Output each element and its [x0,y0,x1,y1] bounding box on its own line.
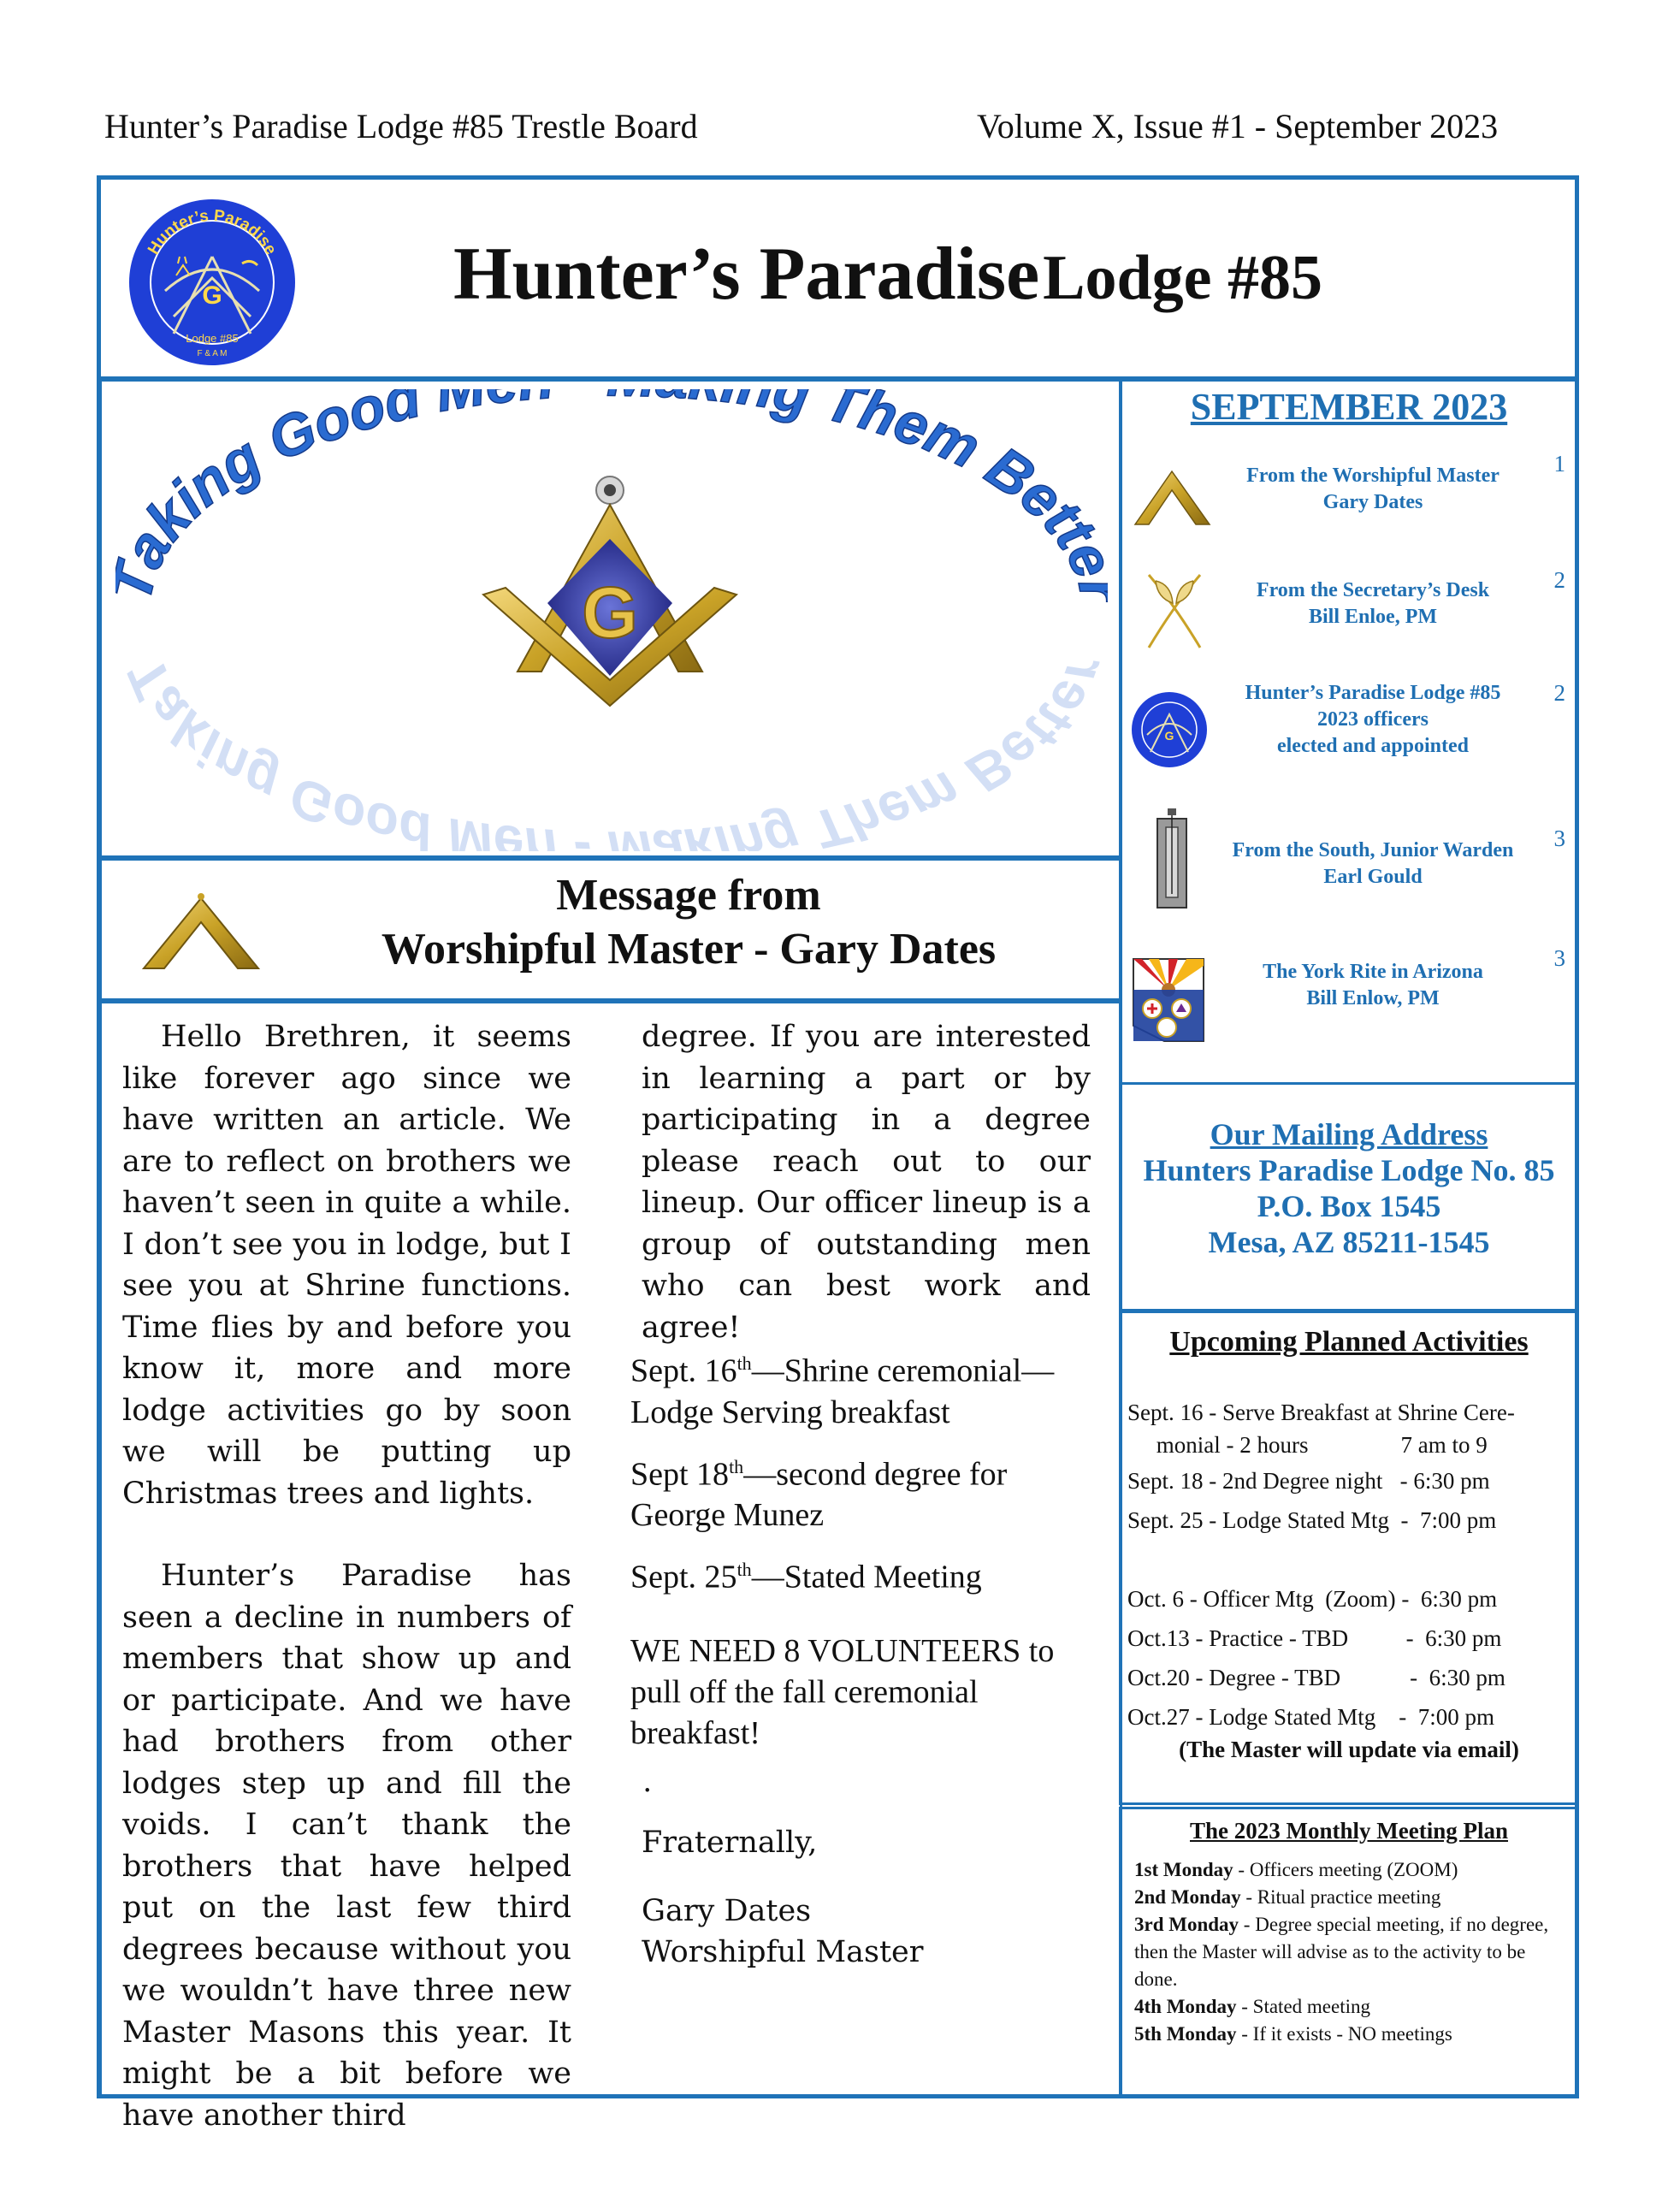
slogan-text: aking Good g Them Bett [115,389,1108,578]
message-paragraph-2: Hunter’s Paradise has seen a decline in numbers of members that show up and or participate. And we have had brothers from other lodges step up and fill the voids. I can’t thank the brothers that have helped put on the last few third degrees because without you we wouldn’t have three new Master Masons this year. It might be a bit before we have another third [122,1559,571,2133]
message-title-line2: Worshipful Master - Gary Dates [381,925,997,974]
activity-line: Oct.13 - Practice - TBD - 6:30 pm [1127,1625,1502,1651]
toc-item[interactable]: From the South, Junior Warden Earl Gould 3 [1125,808,1574,920]
schedule-item: Sept. 25th—Stated Meeting [630,1559,982,1595]
activities-note: (The Master will update via email) [1179,1737,1519,1762]
activity-line: Sept. 25 - Lodge Stated Mtg - 7:00 pm [1127,1507,1497,1533]
activity-line: Oct. 6 - Officer Mtg (Zoom) - 6:30 pm [1127,1586,1498,1612]
volunteers-note: WE NEED 8 VOLUNTEERS to pull off the fall ceremonial breakfast! [630,1633,1055,1751]
meeting-plan-row: 5th Monday - If it exists - NO meetings [1134,2023,1452,2045]
running-header-right: Volume X, Issue #1 - September 2023 [977,107,1499,145]
toc-heading: SEPTEMBER 2023 [1190,386,1508,428]
signature-title: Worshipful Master [642,1935,924,1969]
activity-line: Oct.27 - Lodge Stated Mtg - 7:00 pm [1127,1704,1494,1730]
toc-item[interactable]: From the Secretary’s Desk Bill Enloe, PM 2 [1125,569,1574,680]
svg-text:Lodge #85: Lodge #85 [186,332,239,345]
signature-name: Gary Dates [642,1894,812,1928]
activity-line: monial - 2 hours 7 am to 9 [1127,1432,1488,1458]
mailing-line2: P.O. Box 1545 [1257,1189,1441,1223]
meeting-plan-row: 1st Monday - Officers meeting (ZOOM) [1134,1859,1458,1880]
running-header-left: Hunter’s Paradise Lodge #85 Trestle Board [104,107,698,145]
toc-item[interactable]: From the Worshipful Master Gary Dates 1 [1125,458,1574,569]
meeting-plan-row: 2nd Monday - Ritual practice meeting [1134,1886,1441,1908]
mailing-line3: Mesa, AZ 85211-1545 [1208,1225,1490,1259]
mailing-line1: Hunters Paradise Lodge No. 85 [1143,1153,1555,1187]
schedule-item: Sept 18th—second degree for George Munez [630,1455,1008,1534]
message-title-line1: Message from [556,871,821,920]
slogan-reflection: Taking Good Men - Making Them Bette [115,649,1107,851]
masthead-title-part2: Lodge #85 [1043,243,1322,313]
svg-text:G: G [1164,729,1174,743]
lodge-logo [127,197,298,368]
lodge-seal-icon [127,197,298,368]
schedule-item: Sept. 16th—Shrine ceremonial— Lodge Serving breakfast [630,1352,1055,1430]
masthead-title [453,231,1480,317]
message-paragraph-1: Hello Brethren, it seems like forever ago since we have written an article. We are to reflect on brothers we haven’t seen in quite a while. I don’t see you in lodge, but I see you at Shrine functions. Time flies by and before you know it, more and more lodge activities go by soon we will be putting up Christmas trees and lights. [122,1020,571,1511]
closing-salutation: Fraternally, [642,1826,818,1860]
toc-item[interactable]: G Hunter’s Paradise Lodge #85 2023 officers elected and appointed 2 [1125,680,1574,791]
message-paragraph-3: degree. If you are interested in learning a part or by participating in a degree please reach out to our lineup. Our officer lineup is a group of outstanding men who can best work and agree! [642,1020,1091,1345]
meeting-plan-row: 4th Monday - Stated meeting [1134,1996,1370,2017]
mailing-heading: Our Mailing Address [1210,1117,1488,1151]
stray-dot: . [643,1763,652,1799]
meeting-plan-heading: The 2023 Monthly Meeting Plan [1190,1818,1508,1844]
svg-text:Hunter’s Paradise: Hunter’s Paradise [145,206,281,258]
activity-line: Sept. 18 - 2nd Degree night - 6:30 pm [1127,1468,1490,1494]
svg-text:G: G [582,572,638,653]
activity-line: Oct.20 - Degree - TBD - 6:30 pm [1127,1665,1505,1690]
activities-heading: Upcoming Planned Activities [1169,1326,1529,1358]
meeting-plan-row: 3rd Monday - Degree special meeting, if no degree, then the Master will advise as to the activity to be done. [1134,1914,1549,1990]
svg-text:G: G [202,281,222,310]
page-frame [97,379,1579,2098]
toc-item[interactable]: The York Rite in Arizona Bill Enlow, PM 3 [1125,945,1574,1057]
svg-text:F & A M: F & A M [197,349,228,358]
masthead-title-part1: Hunter’s Paradise [453,233,1040,316]
activity-line: Sept. 16 - Serve Breakfast at Shrine Cere- [1127,1400,1515,1425]
